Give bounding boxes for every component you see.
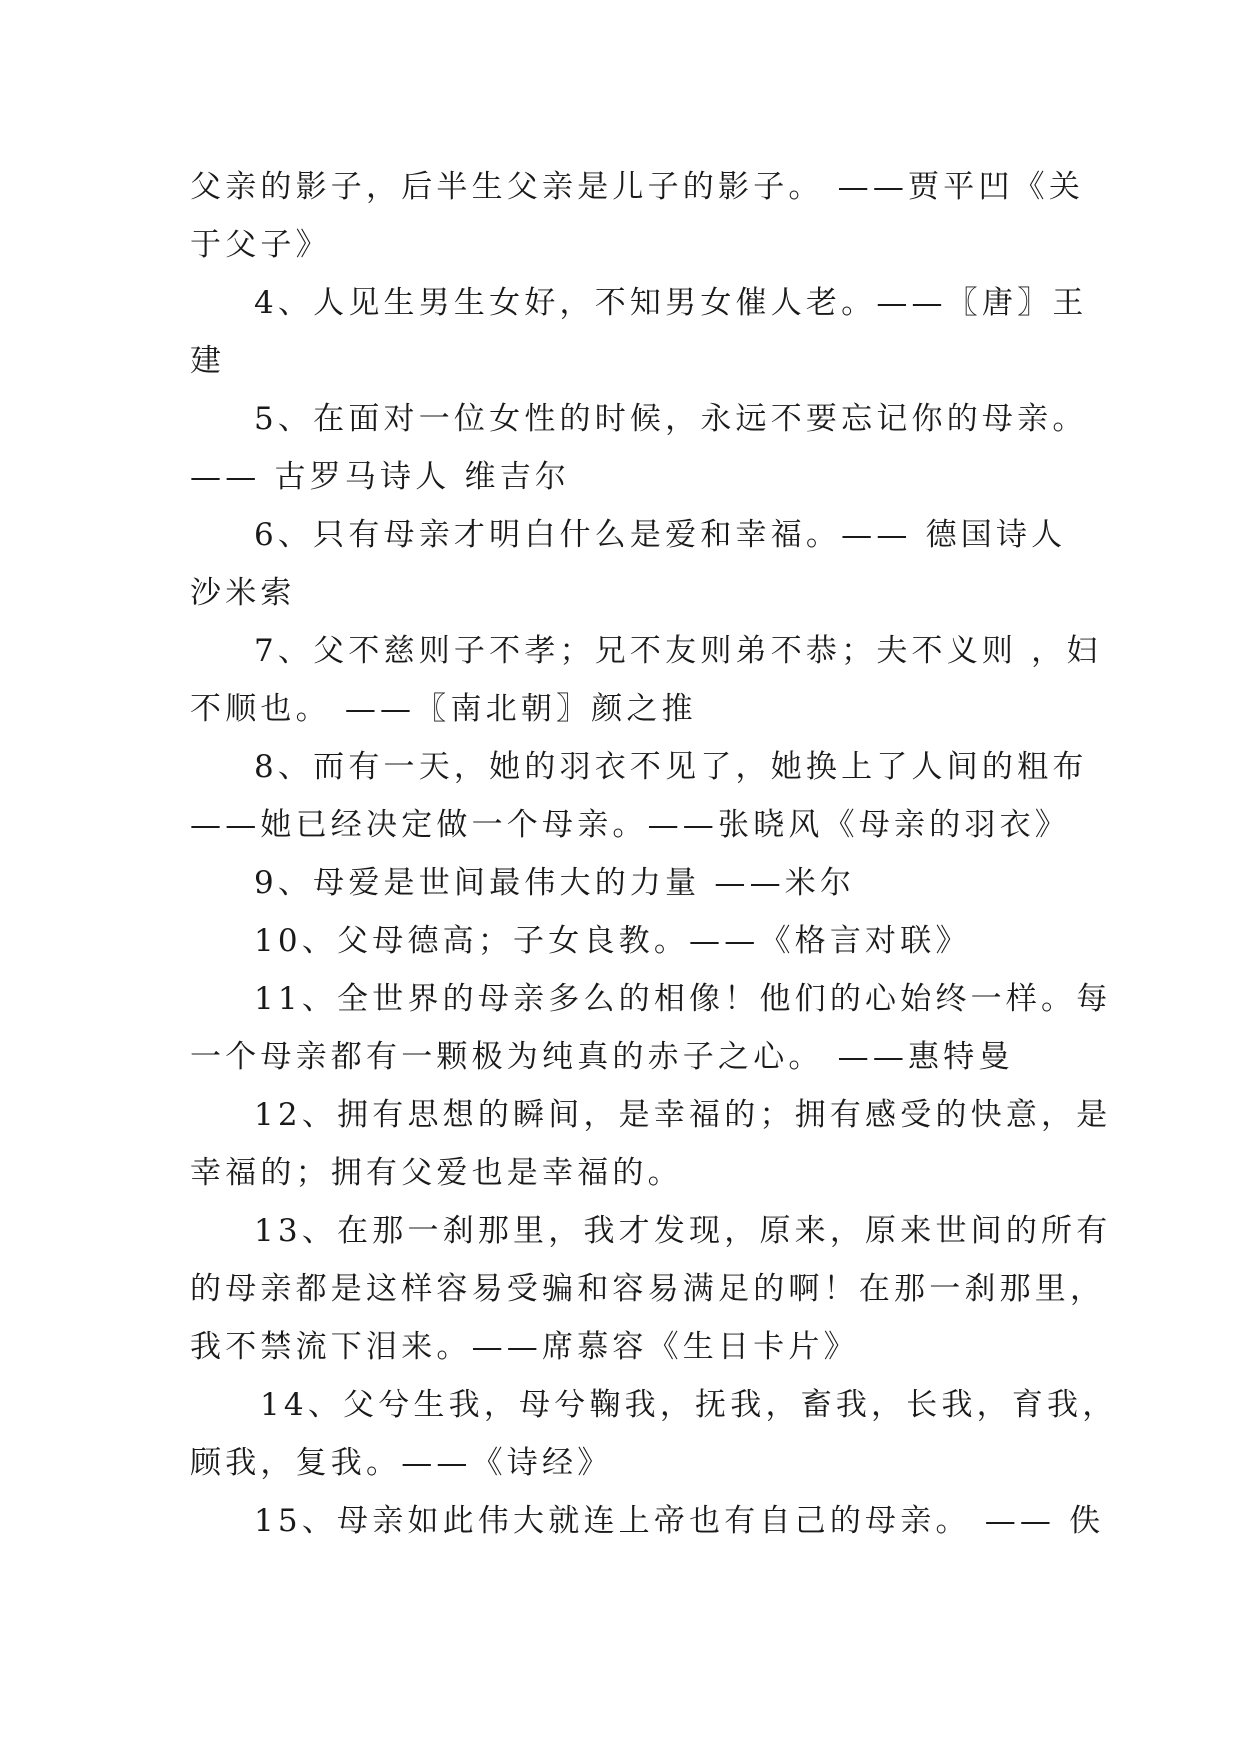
text-line: 建 [190, 343, 226, 379]
quote-10-line: 10、父母德高；子女良教。——《格言对联》 [254, 923, 971, 959]
text-line: —— 古罗马诗人 维吉尔 [190, 459, 571, 495]
quote-7-line: 7、父不慈则子不孝；兄不友则弟不恭；夫不义则 ，妇 [254, 633, 1102, 669]
quote-4-line: 4、人见生男生女好，不知男女催人老。——〖唐〗王 [254, 285, 1088, 321]
text-line: 于父子》 [190, 227, 331, 263]
quote-6-line: 6、只有母亲才明白什么是爱和幸福。—— 德国诗人 [254, 517, 1067, 553]
quote-8-line: 8、而有一天，她的羽衣不见了，她换上了人间的粗布 [254, 749, 1088, 785]
quote-12-line: 12、拥有思想的瞬间，是幸福的；拥有感受的快意，是 [254, 1097, 1112, 1133]
quote-14-line: 14、父兮生我，母兮鞠我，抚我，畜我，长我，育我， [260, 1387, 1118, 1423]
text-line: 顾我，复我。——《诗经》 [190, 1445, 613, 1481]
text-line: 幸福的；拥有父爱也是幸福的。 [190, 1155, 683, 1191]
text-line: 的母亲都是这样容易受骗和容易满足的啊！在那一刹那里， [190, 1271, 1106, 1307]
quote-9-line: 9、母爱是世间最伟大的力量 ——米尔 [254, 865, 856, 901]
quote-5-line: 5、在面对一位女性的时候，永远不要忘记你的母亲。 [254, 401, 1088, 437]
text-line: 父亲的影子，后半生父亲是儿子的影子。 ——贾平凹《关 [190, 169, 1085, 205]
text-line: 沙米索 [190, 575, 296, 611]
text-line: 不顺也。 ——〖南北朝〗颜之推 [190, 691, 697, 727]
quote-11-line: 11、全世界的母亲多么的相像！他们的心始终一样。每 [254, 981, 1112, 1017]
text-line: 我不禁流下泪来。——席慕容《生日卡片》 [190, 1329, 859, 1365]
quote-13-line: 13、在那一刹那里，我才发现，原来，原来世间的所有 [254, 1213, 1112, 1249]
text-line: 一个母亲都有一颗极为纯真的赤子之心。 ——惠特曼 [190, 1039, 1014, 1075]
document-body [190, 158, 1118, 1550]
quote-15-line: 15、母亲如此伟大就连上帝也有自己的母亲。 —— 佚 [254, 1503, 1105, 1539]
text-line: ——她已经决定做一个母亲。——张晓风《母亲的羽衣》 [190, 807, 1070, 843]
